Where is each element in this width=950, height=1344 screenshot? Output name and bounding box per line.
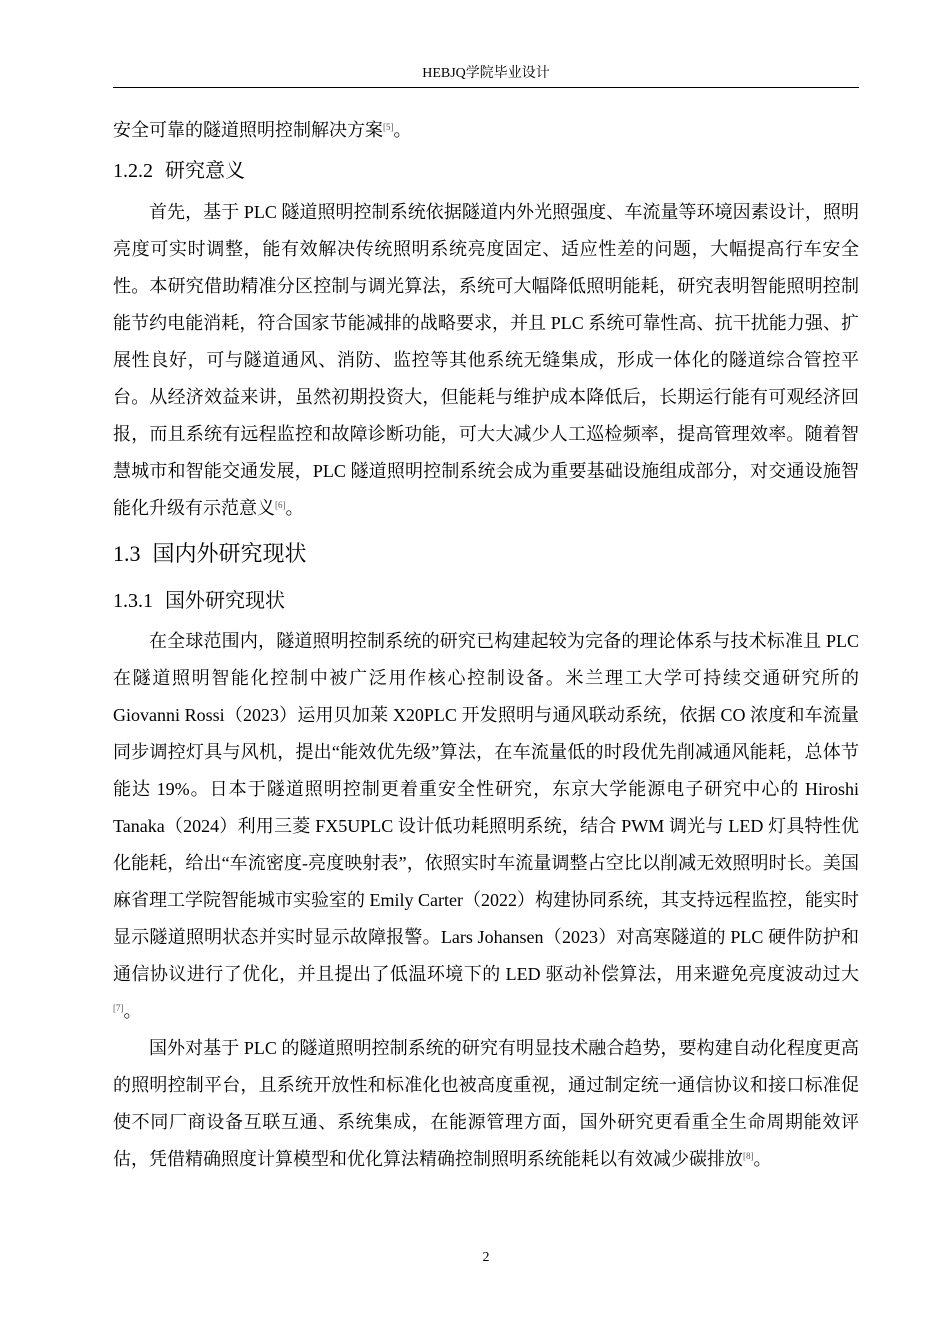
paragraph-research-significance: 首先，基于 PLC 隧道照明控制系统依据隧道内外光照强度、车流量等环境因素设计，照明亮度可实时调整，能有效解决传统照明系统亮度固定、适应性差的问题，大幅提高行车安全性。本研究借助精准分区控制与调光算法，系统可大幅降低照明能耗，研究表明智能照明控制能节约电能消耗，符合国家节能减排的战略要求，并且 PLC 系统可靠性高、抗干扰能力强、扩展性良好，可与隧道通风、消防、监控等其他系统无缝集成，形成一体化的隧道综合管控平台。从经济效益来讲，虽然初期投资大，但能耗与维护成本降低后，长期运行能有可观经济回报，而且系统有远程监控和故障诊断功能，可大大减少人工巡检频率，提高管理效率。随着智慧城市和智能交通发展，PLC 隧道照明控制系统会成为重要基础设施组成部分，对交通设施智能化升级有示范意义[6]。 bbox=[113, 202, 859, 518]
section-number: 1.3.1 bbox=[113, 590, 153, 612]
section-title: 国外研究现状 bbox=[165, 590, 285, 612]
citation-8: [8] bbox=[743, 1151, 754, 1161]
section-title: 国内外研究现状 bbox=[152, 541, 307, 566]
citation-5: [5] bbox=[383, 122, 394, 132]
continuation-paragraph: 安全可靠的隧道照明控制解决方案[5]。 bbox=[113, 120, 412, 140]
paragraph-text: 国外对基于 PLC 的隧道照明控制系统的研究有明显技术融合趋势，要构建自动化程度更高的照明控制平台，且系统开放性和标准化也被高度重视，通过制定统一通信协议和接口标准促使不同厂商设备互联互通、系统集成，在能源管理方面，国外研究更看重全生命周期能效评估，凭借精确照度计算模型和优化算法精确控制照明系统能耗以有效减少碳排放 bbox=[113, 1038, 859, 1169]
paragraph-foreign-research-2: 国外对基于 PLC 的隧道照明控制系统的研究有明显技术融合趋势，要构建自动化程度更高的照明控制平台，且系统开放性和标准化也被高度重视，通过制定统一通信协议和接口标准促使不同厂商设备互联互通、系统集成，在能源管理方面，国外研究更看重全生命周期能效评估，凭借精确照度计算模型和优化算法精确控制照明系统能耗以有效减少碳排放[8]。 bbox=[113, 1038, 859, 1169]
paragraph-text: 在全球范围内，隧道照明控制系统的研究已构建起较为完备的理论体系与技术标准且 PLC 在隧道照明智能化控制中被广泛用作核心控制设备。米兰理工大学可持续交通研究所的 Giovanni Rossi（2023）运用贝加莱 X20PLC 开发照明与通风联动系统，依据 CO 浓度和车流量同步调控灯具与风机，提出“能效优先级”算法，在车流量低的时段优先削减通风能耗，总体节能达 19%。日本于隧道照明控制更着重安全性研究，东京大学能源电子研究中心的 Hiroshi Tanaka（2024）利用三菱 FX5UPLC 设计低功耗照明系统，结合 PWM 调光与 LED 灯具特性优化能耗，给出“车流密度-亮度映射表”，依照实时车流量调整占空比以削减无效照明时长。美国麻省理工学院智能城市实验室的 Emily Carter（2022）构建协同系统，其支持远程监控，能实时显示隧道照明状态并实时显示故障报警。Lars Johansen（2023）对高寒隧道的 PLC 硬件防护和通信协议进行了优化，并且提出了低温环境下的 LED 驱动补偿算法，用来避免亮度波动过大 bbox=[113, 631, 859, 984]
section-heading-1-2-2 bbox=[113, 161, 859, 181]
paragraph-foreign-research-1: 在全球范围内，隧道照明控制系统的研究已构建起较为完备的理论体系与技术标准且 PLC 在隧道照明智能化控制中被广泛用作核心控制设备。米兰理工大学可持续交通研究所的 Giovanni Rossi（2023）运用贝加莱 X20PLC 开发照明与通风联动系统，依据 CO 浓度和车流量同步调控灯具与风机，提出“能效优先级”算法，在车流量低的时段优先削减通风能耗，总体节能达 19%。日本于隧道照明控制更着重安全性研究，东京大学能源电子研究中心的 Hiroshi Tanaka（2024）利用三菱 FX5UPLC 设计低功耗照明系统，结合 PWM 调光与 LED 灯具特性优化能耗，给出“车流密度-亮度映射表”，依照实时车流量调整占空比以削减无效照明时长。美国麻省理工学院智能城市实验室的 Emily Carter（2022）构建协同系统，其支持远程监控，能实时显示隧道照明状态并实时显示故障报警。Lars Johansen（2023）对高寒隧道的 PLC 硬件防护和通信协议进行了优化，并且提出了低温环境下的 LED 驱动补偿算法，用来避免亮度波动过大[7]。 bbox=[113, 631, 859, 1021]
citation-6: [6] bbox=[275, 500, 286, 510]
section-number: 1.3 bbox=[113, 541, 141, 566]
section-heading-1-3-1 bbox=[113, 591, 859, 611]
continuation-text: 安全可靠的隧道照明控制解决方案 bbox=[113, 120, 383, 140]
running-header: HEBJQ学院毕业设计 bbox=[422, 66, 550, 81]
section-heading-1-3 bbox=[113, 543, 859, 565]
page-body bbox=[113, 112, 859, 1178]
section-title: 研究意义 bbox=[165, 160, 245, 182]
citation-7: [7] bbox=[113, 1003, 124, 1013]
header-divider bbox=[113, 87, 859, 88]
paragraph-text: 首先，基于 PLC 隧道照明控制系统依据隧道内外光照强度、车流量等环境因素设计，照明亮度可实时调整，能有效解决传统照明系统亮度固定、适应性差的问题，大幅提高行车安全性。本研究借助精准分区控制与调光算法，系统可大幅降低照明能耗，研究表明智能照明控制能节约电能消耗，符合国家节能减排的战略要求，并且 PLC 系统可靠性高、抗干扰能力强、扩展性良好，可与隧道通风、消防、监控等其他系统无缝集成，形成一体化的隧道综合管控平台。从经济效益来讲，虽然初期投资大，但能耗与维护成本降低后，长期运行能有可观经济回报，而且系统有远程监控和故障诊断功能，可大大减少人工巡检频率，提高管理效率。随着智慧城市和智能交通发展，PLC 隧道照明控制系统会成为重要基础设施组成部分，对交通设施智能化升级有示范意义 bbox=[113, 202, 859, 518]
section-number: 1.2.2 bbox=[113, 160, 153, 182]
page-number: 2 bbox=[482, 1250, 490, 1265]
